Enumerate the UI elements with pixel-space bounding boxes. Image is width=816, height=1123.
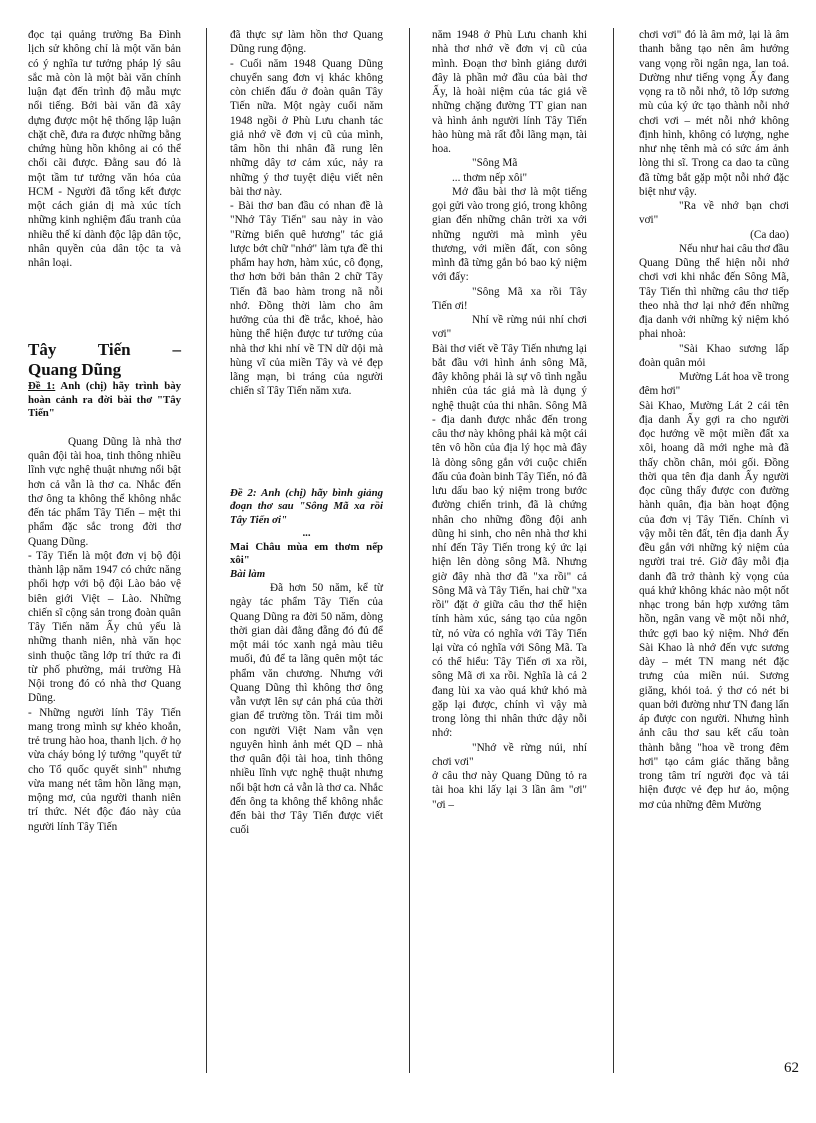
question-label: Đề 2: bbox=[230, 486, 257, 499]
column-3 bbox=[432, 28, 587, 1073]
paragraph: Đã hơn 50 năm, kể từ ngày tác phẩm Tây Tiến của Quang Dũng ra đời 50 năm, dòng thời gian dài đằng đẵng đó đủ để một mái tóc xanh ngả màu tiêu muối, đủ để ta lãng quên một tác phẩm văn chương. Nhưng với Quang Dũng thì không thơ ông vẫn vượt lên sự cản phá của thời gian để trường tồn. Trái tim mỗi con người Việt Nam vẫn vẹn nguyên hình ảnh mét QD – nhà thơ quân đội tài hoa, tinh thông nhiều lĩnh vực nghệ thuật nhưng nổi bật hơn cả vẫn là thơ ca. Nhắc đến ông ta không thể không nhắc đến bài thơ Tây Tiến được viết cuối bbox=[230, 582, 383, 837]
paragraph: chơi vơi" đó là âm mở, lại là âm thanh bằng tạo nên âm hưởng vang vọng rồi ngân nga, lan toả. Dường như tiếng vọng Ấy đang vọng ra tõ nỗi nhớ, tõ lớp sương mù của ký ức tạo thành nỗi nhớ chơi vơi – mét nỗi nhớ không định hình, không có lượng, nghe như nhẹ tênh mà có sức ám ảnh lòng thi sĩ. Trong ca dao ta cũng đã từng bắt gặp một nỗi nhớ đặc biệt như vậy. bbox=[639, 29, 789, 198]
verse-line: Mường Lát hoa về trong đêm hơi" bbox=[639, 371, 789, 398]
question-text: Anh (chị) hãy trình bày hoàn cảnh ra đời bài thơ "Tây Tiến" bbox=[28, 380, 181, 420]
verse-source: (Ca dao) bbox=[750, 228, 789, 241]
paragraph: Nếu như hai câu thơ đầu Quang Dũng thể hiện nỗi nhớ chơi vơi khi nhắc đến Sông Mã, Tây Tiến thì những câu thơ tiếp theo nhà thơ lại nhớ đến những địa danh với những kỷ niệm khó phai nhoà: bbox=[639, 242, 789, 341]
verse-line: "Nhớ về rừng núi, nhí chơi vơi" bbox=[432, 741, 587, 768]
question-2 bbox=[230, 487, 383, 528]
paragraph: - Cuối năm 1948 Quang Dũng chuyển sang đơn vị khác không còn chiến đấu ở đoàn quân Tây Tiến nữa. Một ngày cuối năm 1948 ngồi ở Phù Lưu chanh tác giả nhớ về đơn vị cũ của mình, tâm hồn thi nhân đã rung lên những dây tơ cảm xúc, nảy ra những ý thơ tuyệt diệu viết nên bài thơ này. bbox=[230, 57, 383, 198]
paragraph: - Những người lính Tây Tiến mang trong mình sự khẻo khoắn, trẻ trung hào hoa, thanh lịch. ở họ vừa cháy bỏng lý tưởng "quyết tử cho Tổ quốc quyết sinh" nhưng vừa mang nét tâm hồn lãng mạn, mộng mơ, của người thanh niên trí thức. Nét độc đáo này của người lính Tây Tiến bbox=[28, 706, 181, 833]
question-label: Đề 1: bbox=[28, 380, 56, 393]
verse-line: "Sông Mã xa rồi Tây Tiến ơi! bbox=[432, 285, 587, 312]
paragraph: đã thực sự làm hồn thơ Quang Dũng rung động. bbox=[230, 29, 383, 56]
paragraph: Bài thơ viết về Tây Tiến nhưng lại bắt đầu với hình ảnh sông Mã, đây không phải là sự vô tình ngẫu nhiên của tác giả mà là dụng ý nghệ thuật của thi nhân. Sông Mã - địa danh được nhắc đến trong câu thơ này không phải kà một cái tên vô hồn của địa lý học mà đây là dòng sông gắn với cuộc chiến đấu của đoàn binh Tây Tiến, nó đã lưu dấu bao kỷ niệm trong bước đường chiến trinh, đã là chứng nhân cho những đồng đội anh dũng hi sinh, cho nên nhà thơ khi nhí đến Tây Tiến trong ký ức lại hiện lên dòng sông Mã. Nhưng giờ đây nhà thơ đã "xa rồi" cả Sông Mã và Tây Tiến, hai chữ "xa rồi" đặt ở giữa câu thơ thể hiện tính hàm xúc, sáng tạo của ngôn từ, nó vừa có nghĩa với Tây Tiến lại vừa có nghĩa với Sông Mã. Ta có thể hiểu: Tây Tiến ơi xa rồi, sông Mã ơi xa rồi. Nghĩa là cả 2 đang lùi xa vào quá khứ khó mà gặp lại được, chính vì vậy mà trong lòng thi nhân thức dậy nỗi nhớ: bbox=[432, 342, 587, 740]
paragraph: năm 1948 ở Phù Lưu chanh khi nhà thơ nhớ về đơn vị cũ của mình. Đoạn thơ bình giảng dưới đây là phần mở đầu của bài thơ Ấy, là hoài niệm của tác giả về những chặng đường TT gian nan và hình ảnh người lính Tây Tiến hào hùng mà rất đỗi lãng mạn, tài hoa. bbox=[432, 29, 587, 155]
page-number: 62 bbox=[784, 1060, 799, 1076]
bai-lam-heading: Bài làm bbox=[230, 567, 266, 580]
column-4 bbox=[639, 28, 789, 1073]
column-divider-3 bbox=[613, 28, 614, 1073]
paragraph: - Tây Tiến là một đơn vị bộ đội thành lập năm 1947 có chức năng phối hợp với bộ đội Lào bảo vệ biên giới Việt – Lào. Những chiến sĩ cộng sản trong đoàn quân Tây Tiến năm Ấy chủ yếu là những thanh niên, nhà văn học sinh thuộc tầng lớp trí thức ra đi từ phố phường, mái trường Hà Nội trong đó có nhà thơ Quang Dũng. bbox=[28, 549, 181, 705]
column-divider-1 bbox=[206, 28, 207, 1073]
paragraph: Sài Khao, Mường Lát 2 cái tên địa danh Ấy gợi ra cho người đọc hướng về một miền đất xa xôi, hoang dã mới nghe mà đã thấy chồn chân, mỏi gối. Đồng thời qua tên địa danh Ấy người đọc cũng thấy được con đường hành quân, địa bàn hoạt động của đơn vị Tây Tiến. Chính vì vậy mỗi tên đất, tên địa danh Ấy đều gắn với những kỷ niệm của người trai trẻ. Giờ đây mỗi địa danh đã trở thành kỳ vọng của quá khứ không khác nào một nốt nhạc trong bản hợp xướng tâm hồn, ngân vang về một nỗi nhớ, thức gợi bao kỷ niệm. Nhớ đến Sài Khao là nhớ đến vực sương dày – mét TN mang nét đặc trưng của miền núi. Sương giăng, khói toả. ý thơ có nét bi quan bởi đường như TN đang lấn áp được con người. Nhưng hình ảnh câu thơ sau kết cấu toàn thành bằng "hoa về trong đêm hơi" tạo cảm giác thăng bằng trong tâm trí người đọc và tái hiện được vẻ đẹp hư ảo, mộng mơ của những đêm Mường bbox=[639, 399, 789, 811]
column-divider-2 bbox=[409, 28, 410, 1073]
verse-line: "Sông Mã bbox=[472, 157, 518, 170]
column-2 bbox=[230, 28, 383, 1073]
verse-line: Nhí về rừng núi nhí chơi vơi" bbox=[432, 314, 587, 341]
paragraph: Mở đầu bài thơ là một tiếng gọi gửi vào trong gió, trong không gian đến những chân trời xa với những người mà mình yêu thương, với miền đất, con sông mình đã từng gắn bó bao kỷ niệm với đấy: bbox=[432, 185, 587, 284]
verse-line: "Sài Khao sương lấp đoàn quân mỏi bbox=[639, 342, 789, 369]
verse-line: ... thơm nếp xôi" bbox=[452, 171, 528, 184]
question-text: Anh (chị) hãy bình giảng đoạn thơ sau "Sông Mã xa rồi Tây Tiến ơi" bbox=[230, 486, 383, 526]
paragraph: đọc tại quảng trường Ba Đình lịch sử không chỉ là một văn bản có ý nghĩa tư tưởng pháp lý sâu sắc mà còn là một bài văn chính luận đạt đến trình độ mẫu mực nổi tiếng. Bởi bài văn đã xây dựng được một hệ thống lập luận chặt chẽ, đưa ra được những bằng chứng hùng hồn không ai có thể chối cãi được. Đằng sau đó là một tầm tư tưởng văn hóa của HCM - Người đã tổng kết được một cách giản dị mà xúc tích những kinh nghiệm đấu tranh của nhiều thế kỉ dành độc lập dân tộc, nhân quyền của dân tộc ta và nhân loại. bbox=[28, 29, 181, 269]
ellipsis: ... bbox=[302, 527, 311, 539]
paragraph: ở câu thơ này Quang Dũng tỏ ra tài hoa khi lấy lại 3 lần âm "ơi" "ơi – bbox=[432, 770, 587, 811]
question-2-tail: Mai Châu mùa em thơm nếp xôi" bbox=[230, 540, 383, 566]
section-title-author: Quang Dũng bbox=[28, 360, 122, 380]
paragraph: - Bài thơ ban đầu có nhan đề là "Nhớ Tây Tiến" sau này in vào "Rừng biển quê hương" tác giả lược bớt chữ "nhớ" làm tựa đề thi phẩm hay hơn, hàm xúc, cô đọng, thơ hơn bởi bản thân 2 chữ Tây Tiến đã bao hàm trong nã nỗi nhớ. Đồng thời làm cho âm hưởng của thi đề trắc, khoẻ, hào hùng thể hiện được tư tưởng của nhà thơ khi nhí về TN dữ dội mà hùng vĩ của miền Tây và vẻ đẹp lãng mạn, bi tráng của người chiến sĩ Tây Tiến năm xưa. bbox=[230, 200, 383, 398]
section-title: Tây Tiến – bbox=[28, 340, 181, 360]
question-1 bbox=[28, 380, 181, 421]
column-1 bbox=[28, 28, 181, 1073]
verse-line: "Ra về nhớ bạn chơi vơi" bbox=[639, 200, 789, 227]
paragraph: Quang Dũng là nhà thơ quân đội tài hoa, tinh thông nhiều lĩnh vực nghệ thuật nhưng nổi bật hơn cả vẫn là thơ ca. Nhắc đến thơ ông ta không thể không nhắc đến tác phẩm Tây Tiến – mệt thi phẩm đặc sắc trong đời thơ Quang Dũng. bbox=[28, 435, 181, 548]
